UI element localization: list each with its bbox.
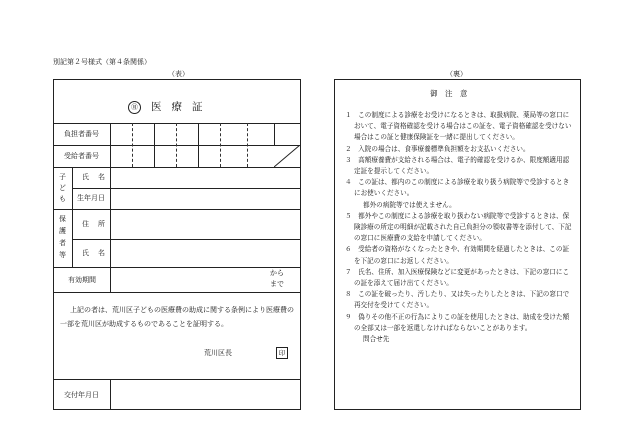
- ko-mark-icon: ㊊: [128, 101, 141, 114]
- notes-list: [345, 110, 575, 345]
- note-item: ４ この証は、都内のこの制度による診療を取り扱う病院等で受診するときにお使いください。: [345, 178, 570, 198]
- divider: [54, 379, 300, 380]
- burden-number-label: 負担者番号: [64, 130, 99, 138]
- front-side-label: （表）: [168, 70, 189, 78]
- divider: [110, 167, 111, 292]
- note-item: ６ 受給者の資格がなくなったときや、有効期間を経過したときは、この証を下記の窓口にお返しください。: [345, 245, 570, 265]
- child-name-label: 氏名: [82, 173, 114, 181]
- form-number-header: 別記第２号様式（第４条関係）: [53, 58, 151, 66]
- birth-date-label: 生年月日: [77, 194, 105, 202]
- digit-divider: [198, 123, 199, 167]
- digit-divider: [176, 123, 177, 167]
- slash-mark: [274, 145, 300, 167]
- child-group-label: 子ども: [59, 173, 66, 203]
- guardian-name-label: 氏名: [82, 249, 114, 257]
- note-item: ２ 入院の場合は、食事療養標準負担額をお支払いください。: [345, 144, 530, 153]
- divider: [54, 123, 300, 124]
- medical-certificate-front: [53, 79, 301, 410]
- contact-label: 問合せ先: [363, 335, 390, 344]
- validity-to-text: まで: [270, 280, 284, 288]
- divider: [54, 145, 300, 146]
- issue-date-label: 交付年月日: [64, 391, 99, 399]
- back-side-label: （裏）: [446, 70, 467, 78]
- digit-divider: [154, 123, 155, 167]
- certification-statement: 上記の者は、荒川区子どもの医療費の助成に関する条例により医療費の一部を荒川区が助成するものであることを証明する。: [60, 306, 294, 328]
- divider: [72, 188, 300, 189]
- issuer-name: 荒川区長: [204, 349, 232, 357]
- divider: [110, 379, 111, 410]
- notes-heading: 御 注 意: [430, 89, 468, 98]
- divider: [54, 209, 300, 210]
- seal-icon: 印: [276, 347, 288, 359]
- digit-divider: [220, 123, 221, 167]
- note-item: １ この制度による診療をお受けになるときは、取扱病院、薬局等の窓口において、電子資格確認を受ける場合はこの証を、電子資格確認を受けない場合はこの証と健康保険証を一緒に提出してください。: [345, 111, 572, 142]
- validity-from-text: から: [270, 269, 284, 277]
- note-item: ５ 都外やこの制度による診療を取り扱わない病院等で受診するときは、保険診療の所定の明細が記載された自己負担分の領収書等を添付して、下記の窓口に医療費の支給を申請してください。: [345, 211, 572, 243]
- divider: [72, 167, 73, 267]
- divider: [54, 267, 300, 268]
- note-item: ９ 偽りその他不正の行為によりこの証を使用したときは、助成を受けた額の全部又は一部を返還しなければならないことがあります。: [345, 312, 570, 332]
- recipient-number-label: 受給者番号: [64, 152, 99, 160]
- divider: [110, 123, 111, 167]
- digit-divider: [132, 123, 133, 167]
- certificate-title: ㊊ 医療証: [128, 99, 213, 114]
- note-item: ８ この証を破ったり、汚したり、又は失ったりしたときは、下記の窓口で再交付を受けてください。: [345, 290, 570, 310]
- note-item: ７ 氏名、住所、加入医療保険などに変更があったときは、下記の窓口にこの証を添えて届け出てください。: [345, 267, 570, 288]
- divider: [72, 239, 300, 240]
- note-item: 都外の病院等では使えません。: [363, 200, 456, 209]
- digit-divider: [247, 123, 248, 167]
- validity-period-label: 有効期間: [68, 276, 96, 284]
- divider: [54, 292, 300, 293]
- note-item: ３ 高額療養費が支給される場合は、電子的確認を受けるか、限度額適用認定証を提示してください。: [345, 155, 570, 176]
- address-label: 住所: [82, 220, 114, 228]
- guardian-group-label: 保護者等: [59, 215, 66, 259]
- divider: [54, 167, 300, 168]
- divider: [274, 123, 275, 145]
